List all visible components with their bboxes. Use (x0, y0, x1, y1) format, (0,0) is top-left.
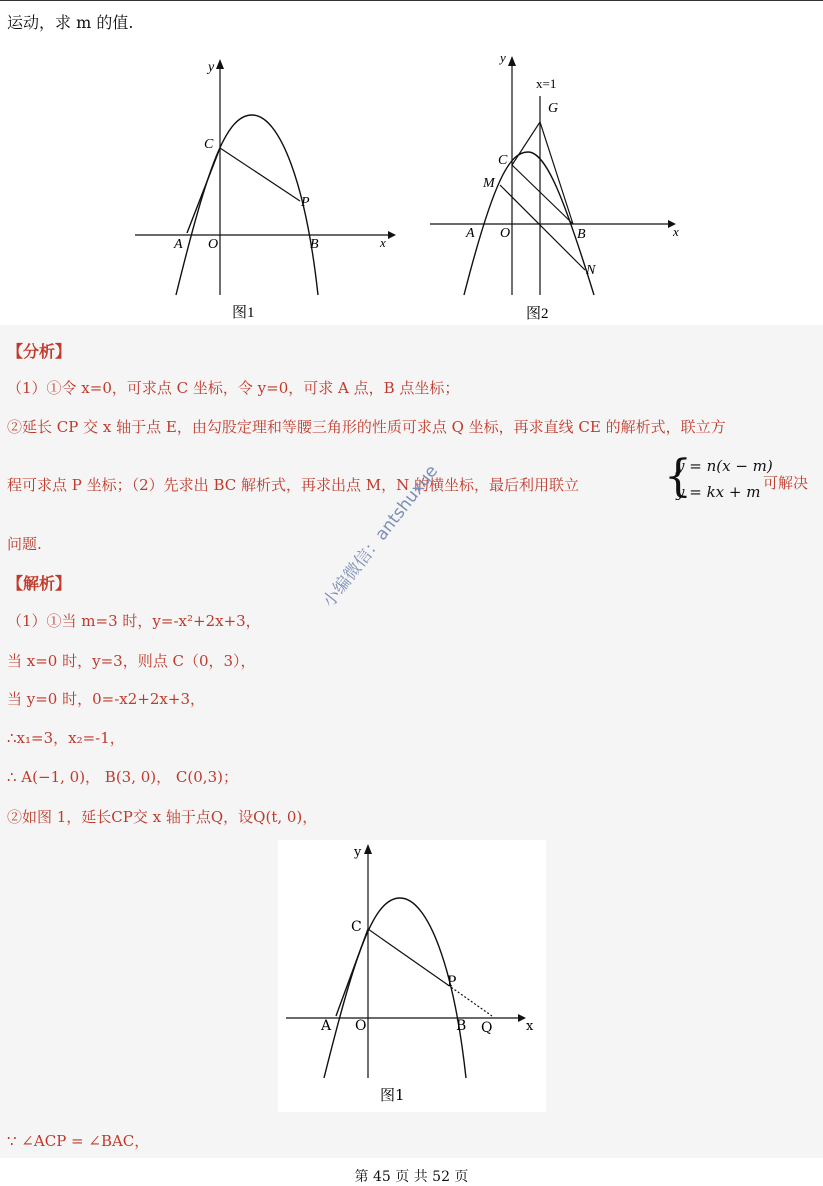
fig2-line-label: x=1 (536, 76, 557, 91)
solution-line-4: ∴x₁=3，x₂=-1， (7, 729, 125, 747)
fig2-a-label: A (466, 226, 475, 241)
fig3-p-label: P (447, 974, 457, 990)
fig1-x-label: x (380, 235, 386, 250)
intro-text: 运动，求 m 的值. (7, 13, 134, 32)
analysis-line-4: 问题. (7, 535, 42, 553)
fig2-b-label: B (577, 227, 586, 242)
fig2-x-label: x (673, 224, 679, 239)
fig1-a-label: A (174, 237, 183, 252)
figure-2 (428, 48, 698, 329)
fig3-b-label: B (456, 1018, 467, 1034)
solution-line-7: ∵ ∠ACP = ∠BAC， (7, 1132, 150, 1150)
analysis-line-3-tail: 可解决 (763, 474, 809, 492)
analysis-line-2: ②延长 CP 交 x 轴于点 E，由勾股定理和等腰三角形的性质可求点 Q 坐标，再求直线 CE 的解析式，联立方 (7, 418, 726, 436)
solution-heading: 【解析】 (7, 574, 72, 593)
fig3-caption: 图1 (380, 1086, 405, 1104)
fig2-c-label: C (498, 153, 508, 168)
figure-1-graph (130, 55, 400, 325)
system-equation-1: y = n(x − m) (676, 457, 773, 475)
fig3-o-label: O (355, 1018, 367, 1034)
analysis-heading: 【分析】 (7, 342, 72, 361)
analysis-line-1: （1）①令 x=0，可求点 C 坐标，令 y=0，可求 A 点，B 点坐标； (7, 379, 460, 397)
fig1-b-label: B (310, 237, 319, 252)
fig2-y-label: y (500, 50, 506, 65)
fig3-c-label: C (351, 919, 362, 935)
figure-2-graph (428, 48, 698, 325)
fig1-caption: 图1 (232, 305, 255, 321)
solution-line-2: 当 x=0 时，y=3，则点 C（0，3）， (7, 652, 256, 670)
fig3-x-label: x (526, 1019, 534, 1034)
solution-line-6: ②如图 1，延长CP交 x 轴于点Q，设Q(t, 0)， (7, 808, 318, 826)
equation-system (664, 451, 773, 507)
top-rule (0, 0, 823, 1)
fig2-o-label: O (500, 226, 511, 241)
fig2-g-label: G (548, 101, 559, 116)
brace-symbol: { (664, 451, 692, 502)
fig2-n-label: N (586, 263, 596, 278)
figure-3 (278, 840, 546, 1112)
fig1-y-label: y (208, 60, 215, 75)
analysis-line-3: 程可求点 P 坐标；（2）先求出 BC 解析式，再求出点 M，N 的横坐标，最后利用联立 (7, 476, 580, 494)
fig1-p-label: P (301, 195, 310, 210)
solution-line-1: （1）①当 m=3 时，y=-x²+2x+3， (7, 612, 261, 630)
fig2-caption: 图2 (526, 306, 549, 322)
fig3-a-label: A (321, 1018, 332, 1034)
page-footer: 第 45 页 共 52 页 (354, 1169, 469, 1185)
solution-line-3: 当 y=0 时，0=-x2+2x+3， (7, 690, 205, 708)
figure-3-graph (278, 840, 546, 1112)
fig3-q-label: Q (481, 1020, 493, 1036)
fig1-c-label: C (204, 137, 214, 152)
figure-1 (130, 55, 400, 329)
watermark-text: 小编微信：antshuxue (318, 461, 443, 612)
fig1-o-label: O (208, 237, 219, 252)
solution-line-5: ∴ A(−1, 0)， B(3, 0)， C(0,3)； (7, 768, 238, 786)
fig3-y-label: y (354, 845, 362, 860)
fig2-m-label: M (483, 176, 495, 191)
system-equation-2: y = kx + m (676, 483, 761, 501)
